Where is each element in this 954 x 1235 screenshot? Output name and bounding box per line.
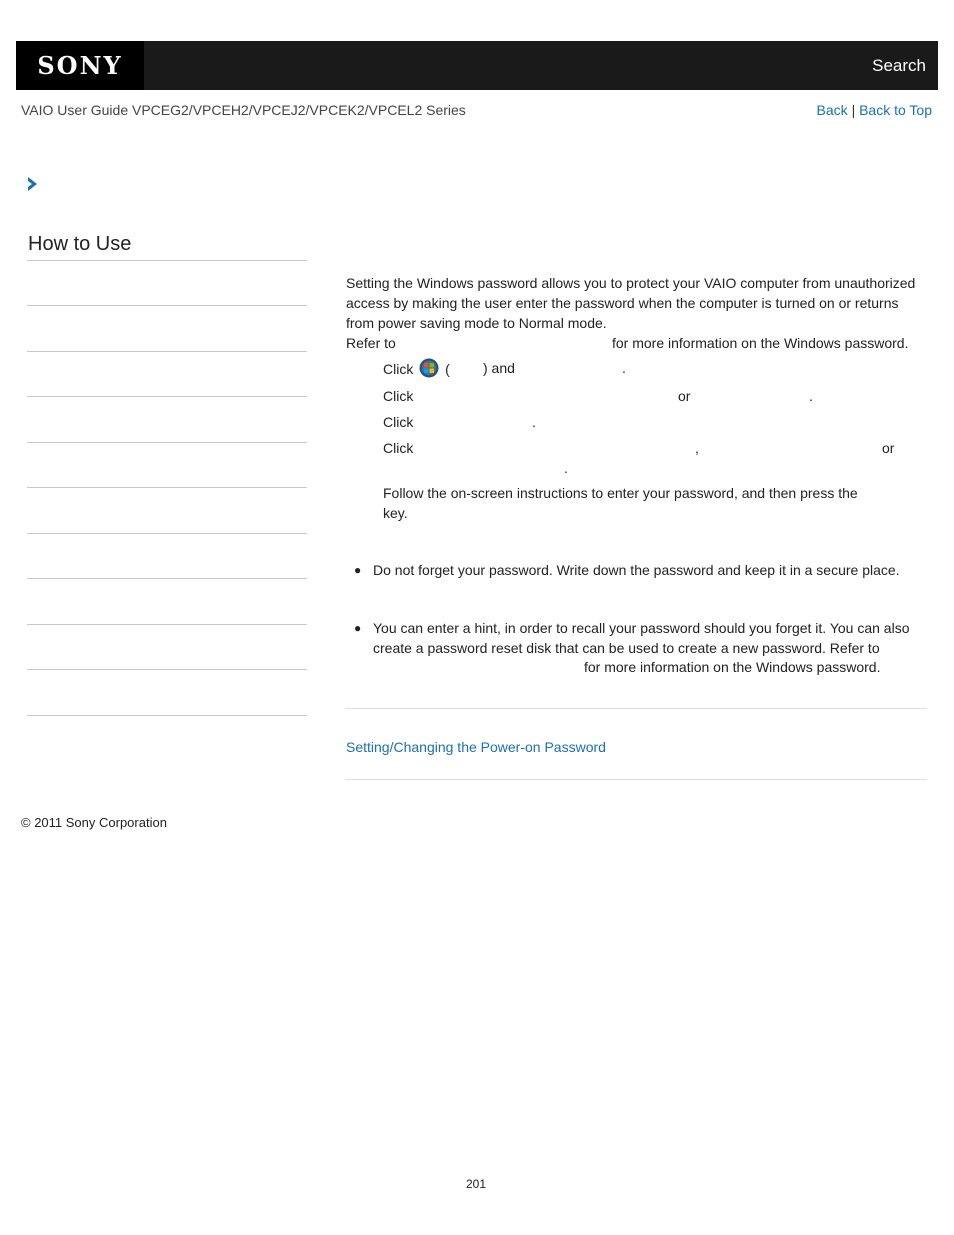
copyright: © 2011 Sony Corporation <box>21 815 167 830</box>
sidebar-divider <box>27 715 307 716</box>
sidebar-divider <box>27 442 307 443</box>
bullet-icon: ● <box>354 621 362 635</box>
header-bar <box>16 41 938 90</box>
back-to-top-link[interactable]: Back to Top <box>859 102 932 118</box>
step4-click: Click <box>383 440 414 456</box>
top-navigation <box>817 102 932 118</box>
note-password: Do not forget your password. Write down the password and keep it in a secure place. <box>373 562 900 578</box>
sidebar-divider <box>27 624 307 625</box>
sidebar-divider <box>27 396 307 397</box>
sidebar-divider <box>27 487 307 488</box>
sidebar-divider <box>27 578 307 579</box>
sidebar-divider <box>27 533 307 534</box>
refer-prefix: Refer to <box>346 335 396 351</box>
chevron-right-icon[interactable] <box>26 176 40 195</box>
step4-or: or <box>882 440 895 456</box>
sidebar-divider <box>27 260 307 261</box>
divider <box>346 779 926 780</box>
step1-paren-close: ) and <box>483 360 515 376</box>
windows-start-icon[interactable] <box>419 358 439 383</box>
sidebar-divider <box>27 351 307 352</box>
step-1 <box>383 358 450 383</box>
step3-click: Click <box>383 414 414 430</box>
sidebar-divider <box>27 669 307 670</box>
step2-click: Click <box>383 388 414 404</box>
hint-line-3: for more information on the Windows password. <box>584 659 881 675</box>
step4-end: . <box>564 460 568 476</box>
intro-paragraph: Setting the Windows password allows you to protect your VAIO computer from unauthorized access by making the user enter the password when the computer is turned on or returns from power saving mode to Normal mode. <box>346 275 916 331</box>
sony-logo[interactable] <box>16 41 144 90</box>
bullet-icon: ● <box>354 563 362 577</box>
guide-title: VAIO User Guide VPCEG2/VPCEH2/VPCEJ2/VPCEK2/VPCEL2 Series <box>21 102 466 118</box>
step3-end: . <box>532 414 536 430</box>
step1-click: Click <box>383 361 414 378</box>
step4-comma: , <box>695 440 699 456</box>
step1-paren-open: ( <box>445 361 450 378</box>
page-number: 201 <box>466 1177 487 1191</box>
sidebar-divider <box>27 305 307 306</box>
hint-line-2: create a password reset disk that can be used to create a new password. Refer to <box>373 640 880 656</box>
step5-line2: key. <box>383 505 408 521</box>
step5-line1: Follow the on-screen instructions to enter your password, and then press the <box>383 485 858 501</box>
search-button[interactable]: Search <box>872 56 926 75</box>
back-link[interactable]: Back <box>816 102 848 118</box>
divider <box>346 708 926 709</box>
logo-text: SONY <box>37 51 123 80</box>
step2-or: or <box>678 388 691 404</box>
nav-separator: | <box>851 102 856 118</box>
hint-line-1: You can enter a hint, in order to recall your password should you forget it. You can also <box>373 620 910 636</box>
related-topic-link[interactable]: Setting/Changing the Power-on Password <box>346 739 606 755</box>
step1-end: . <box>622 360 626 376</box>
step2-end: . <box>809 388 813 404</box>
sidebar-title: How to Use <box>28 233 132 255</box>
refer-suffix: for more information on the Windows password. <box>612 335 909 351</box>
